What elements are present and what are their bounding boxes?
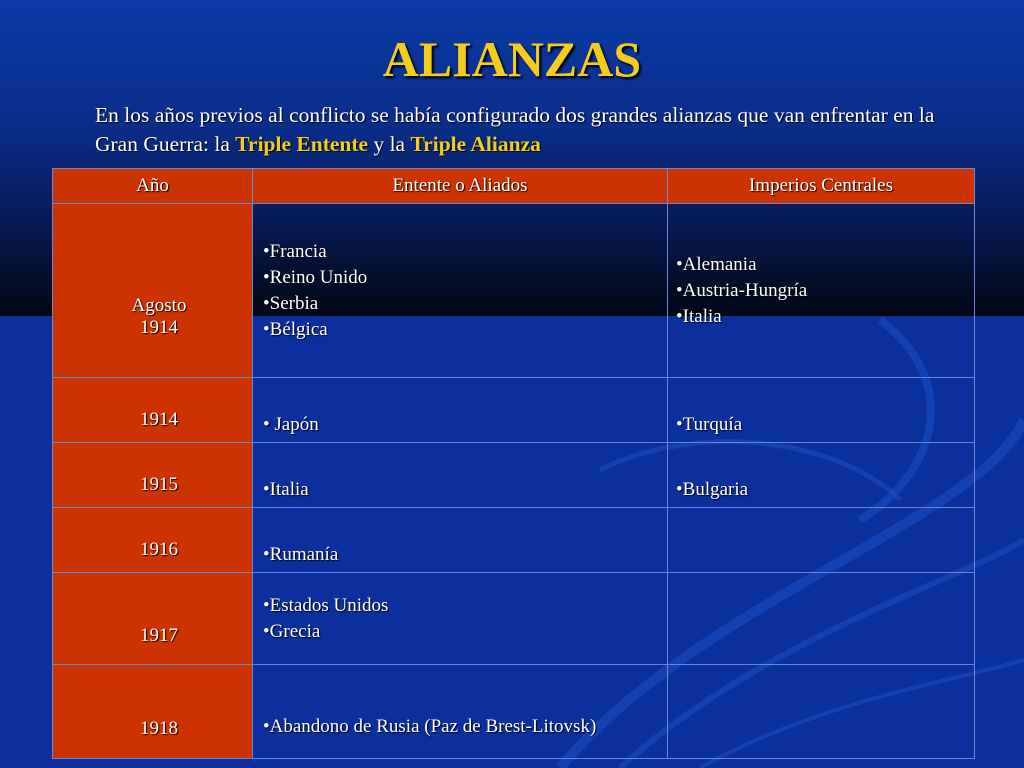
centrales-cell bbox=[668, 508, 975, 573]
entente-cell bbox=[253, 378, 668, 443]
table-row bbox=[53, 204, 975, 378]
list-item: •Reino Unido bbox=[263, 266, 368, 288]
entente-cell bbox=[253, 508, 668, 573]
centrales-cell bbox=[668, 204, 975, 378]
centrales-cell bbox=[668, 665, 975, 759]
year-cell bbox=[53, 443, 253, 508]
entente-cell bbox=[253, 573, 668, 665]
intro-paragraph bbox=[95, 101, 955, 159]
header-ano: Año bbox=[53, 169, 253, 204]
list-item: •Francia bbox=[263, 240, 327, 262]
list-item: •Austria-Hungría bbox=[676, 279, 808, 301]
table-header-row bbox=[53, 169, 975, 204]
intro-mid-text: y la bbox=[368, 132, 411, 156]
table-row bbox=[53, 665, 975, 759]
list-item: •Serbia bbox=[263, 292, 319, 314]
list-item: •Rumanía bbox=[263, 544, 339, 565]
entente-cell bbox=[253, 204, 668, 378]
table-row bbox=[53, 508, 975, 573]
year-text: 1916 bbox=[140, 539, 178, 560]
table-row bbox=[53, 443, 975, 508]
list-item: •Estados Unidos bbox=[263, 594, 389, 616]
list-item: •Alemania bbox=[676, 253, 757, 275]
list-item: • Japón bbox=[263, 414, 319, 435]
list-item: •Abandono de Rusia (Paz de Brest-Litovsk) bbox=[263, 716, 597, 737]
table-row bbox=[53, 573, 975, 665]
year-text: Agosto bbox=[131, 294, 187, 316]
centrales-cell bbox=[668, 378, 975, 443]
year-text: 1917 bbox=[140, 624, 178, 646]
list-item: •Bulgaria bbox=[676, 479, 749, 500]
intro-text: En los años previos al conflicto se había configurado dos grandes alianzas que van enfrentar en la Gran Guerra: la bbox=[95, 103, 935, 156]
year-cell bbox=[53, 204, 253, 378]
triple-alianza-highlight: Triple Alianza bbox=[410, 132, 541, 156]
triple-entente-highlight: Triple Entente bbox=[235, 132, 369, 156]
list-item: •Italia bbox=[263, 479, 309, 500]
header-imperios: Imperios Centrales bbox=[668, 169, 975, 204]
centrales-cell bbox=[668, 573, 975, 665]
year-cell bbox=[53, 378, 253, 443]
table-row bbox=[53, 378, 975, 443]
year-text: 1914 bbox=[140, 316, 178, 338]
centrales-cell bbox=[668, 443, 975, 508]
year-cell bbox=[53, 665, 253, 759]
year-text: 1915 bbox=[140, 474, 178, 495]
year-cell bbox=[53, 573, 253, 665]
entente-cell bbox=[253, 665, 668, 759]
slide-title: ALIANZAS bbox=[382, 31, 642, 87]
entente-cell bbox=[253, 443, 668, 508]
year-cell bbox=[53, 508, 253, 573]
list-item: •Turquía bbox=[676, 414, 743, 435]
list-item: •Grecia bbox=[263, 620, 321, 642]
year-text: 1918 bbox=[140, 717, 178, 739]
year-text: 1914 bbox=[140, 409, 178, 430]
alliances-table bbox=[52, 168, 975, 759]
list-item: •Bélgica bbox=[263, 318, 328, 340]
header-entente: Entente o Aliados bbox=[253, 169, 668, 204]
list-item: •Italia bbox=[676, 305, 722, 327]
